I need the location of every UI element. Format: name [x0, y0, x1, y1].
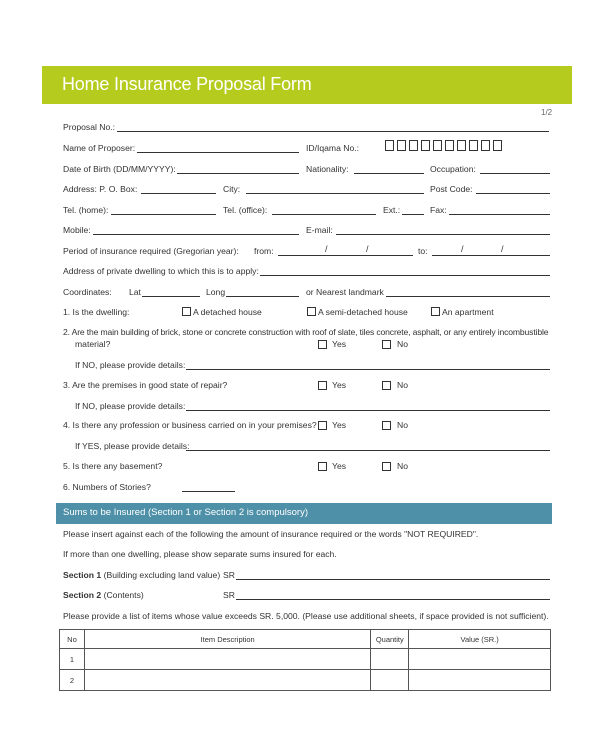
- period-label: Period of insurance required (Gregorian year):: [63, 246, 239, 256]
- pobox-field[interactable]: [141, 193, 216, 194]
- q5-no-label: No: [397, 461, 408, 471]
- sr-label: SR: [223, 570, 235, 580]
- section2-amount-field[interactable]: [236, 599, 550, 600]
- tel-office-field[interactable]: [272, 214, 376, 215]
- private-address-field[interactable]: [260, 275, 550, 276]
- name-label: Name of Proposer:: [63, 143, 136, 153]
- sr-label: SR: [223, 590, 235, 600]
- date-separator: /: [501, 244, 504, 254]
- coordinates-label: Coordinates:: [63, 287, 112, 297]
- date-separator: /: [461, 244, 464, 254]
- lat-label: Lat: [129, 287, 141, 297]
- email-label: E-mail:: [306, 225, 333, 235]
- mobile-field[interactable]: [93, 234, 299, 235]
- value-cell[interactable]: [409, 670, 551, 691]
- dob-field[interactable]: [177, 173, 299, 174]
- detached-house-label: A detached house: [193, 307, 262, 317]
- row-number: 1: [60, 649, 85, 670]
- ext-field[interactable]: [402, 214, 424, 215]
- row-number: 2: [60, 670, 85, 691]
- fax-field[interactable]: [449, 214, 550, 215]
- page-number: 1/2: [541, 108, 553, 117]
- mobile-label: Mobile:: [63, 225, 91, 235]
- page-title: Home Insurance Proposal Form: [62, 74, 312, 94]
- q5-no-checkbox[interactable]: [382, 462, 391, 471]
- city-field[interactable]: [246, 193, 424, 194]
- city-label: City:: [223, 184, 241, 194]
- tel-home-label: Tel. (home):: [63, 205, 109, 215]
- proposal-no-field[interactable]: [117, 131, 549, 132]
- apartment-label: An apartment: [442, 307, 494, 317]
- q2-yes-label: Yes: [332, 339, 347, 349]
- item-description-cell[interactable]: [84, 670, 370, 691]
- instruction-text: Please insert against each of the following the amount of insurance required or the words "NOT REQUIRED".: [63, 529, 479, 539]
- table-row: [60, 649, 551, 670]
- id-label: ID/Iqama No.:: [306, 143, 360, 153]
- q3-label: 3. Are the premises in good state of repair?: [63, 380, 228, 390]
- q5-label: 5. Is there any basement?: [63, 461, 163, 471]
- section-title: Sums to be Insured (Section 1 or Section 2 is compulsory): [63, 507, 309, 518]
- q4-no-checkbox[interactable]: [382, 421, 391, 430]
- landmark-label: or Nearest landmark: [306, 287, 384, 297]
- proposal-no-label: Proposal No.:: [63, 122, 116, 132]
- col-value-header: Value (SR.): [409, 630, 551, 649]
- quantity-cell[interactable]: [371, 670, 409, 691]
- value-cell[interactable]: [409, 649, 551, 670]
- nationality-field[interactable]: [354, 173, 424, 174]
- col-item-header: Item Description: [84, 630, 370, 649]
- lat-field[interactable]: [142, 296, 200, 297]
- to-date-field[interactable]: [432, 255, 550, 256]
- table-header-row: [60, 630, 551, 649]
- title-banner: [42, 66, 572, 104]
- nationality-label: Nationality:: [306, 164, 349, 174]
- section2-desc: (Contents): [103, 590, 144, 600]
- item-description-cell[interactable]: [84, 649, 370, 670]
- dob-label: Date of Birth (DD/MM/YYYY):: [63, 164, 176, 174]
- section1-desc: (Building excluding land value): [103, 570, 221, 580]
- q5-yes-label: Yes: [332, 461, 347, 471]
- q3-yes-label: Yes: [332, 380, 347, 390]
- long-label: Long: [206, 287, 226, 297]
- section-header: [56, 503, 552, 524]
- col-quantity-header: Quantity: [371, 630, 409, 649]
- section1-bold: Section 1: [63, 570, 102, 580]
- q3-detail-label: If NO, please provide details:: [75, 401, 186, 411]
- table-row: [60, 670, 551, 691]
- q4-yes-checkbox[interactable]: [318, 421, 327, 430]
- q2-detail-label: If NO, please provide details:: [75, 360, 186, 370]
- pobox-label: Address: P. O. Box:: [63, 184, 138, 194]
- date-separator: /: [366, 244, 369, 254]
- list-note: Please provide a list of items whose value exceeds SR. 5,000. (Please use additional sheets, if space provided is not sufficient).: [63, 611, 549, 621]
- post-code-field[interactable]: [476, 193, 550, 194]
- q2-no-label: No: [397, 339, 408, 349]
- tel-home-field[interactable]: [111, 214, 216, 215]
- q3-no-label: No: [397, 380, 408, 390]
- private-address-label: Address of private dwelling to which this is to apply:: [63, 266, 259, 276]
- col-no-header: No: [60, 630, 85, 649]
- section1-label: [63, 570, 220, 581]
- date-separator: /: [325, 244, 328, 254]
- ext-label: Ext.:: [383, 205, 401, 215]
- to-label: to:: [418, 246, 428, 256]
- q3-no-checkbox[interactable]: [382, 381, 391, 390]
- tel-office-label: Tel. (office):: [223, 205, 268, 215]
- quantity-cell[interactable]: [371, 649, 409, 670]
- q4-no-label: No: [397, 420, 408, 430]
- q6-label: 6. Numbers of Stories?: [63, 482, 151, 492]
- q3-yes-checkbox[interactable]: [318, 381, 327, 390]
- q4-detail-field[interactable]: [186, 450, 550, 451]
- q4-yes-label: Yes: [332, 420, 347, 430]
- q2-label: 2. Are the main building of brick, stone or concrete construction with roof of slate, tiles concrete, asphalt, or any entirely incombustible: [63, 327, 549, 337]
- q1-label: 1. Is the dwelling:: [63, 307, 130, 317]
- q5-yes-checkbox[interactable]: [318, 462, 327, 471]
- section2-bold: Section 2: [63, 590, 102, 600]
- landmark-field[interactable]: [386, 296, 550, 297]
- q2-label-cont: material?: [75, 339, 111, 349]
- apartment-checkbox[interactable]: [431, 307, 440, 316]
- occupation-field[interactable]: [480, 173, 550, 174]
- section2-label: [63, 590, 144, 601]
- q2-no-checkbox[interactable]: [382, 340, 391, 349]
- occupation-label: Occupation:: [430, 164, 476, 174]
- items-table: [59, 629, 551, 691]
- semi-detached-checkbox[interactable]: [307, 307, 316, 316]
- from-date-field[interactable]: [278, 255, 413, 256]
- from-label: from:: [254, 246, 274, 256]
- stories-field[interactable]: [182, 491, 235, 492]
- detached-house-checkbox[interactable]: [182, 307, 191, 316]
- q2-yes-checkbox[interactable]: [318, 340, 327, 349]
- q4-detail-label: If YES, please provide details:: [75, 441, 190, 451]
- long-field[interactable]: [226, 296, 299, 297]
- q4-label: 4. Is there any profession or business carried on in your premises?: [63, 420, 317, 430]
- semi-detached-label: A semi-detached house: [318, 307, 408, 317]
- name-field[interactable]: [137, 152, 299, 153]
- post-code-label: Post Code:: [430, 184, 473, 194]
- q2-detail-field[interactable]: [186, 369, 550, 370]
- instruction-text-2: If more than one dwelling, please show separate sums insured for each.: [63, 549, 337, 559]
- email-field[interactable]: [336, 234, 550, 235]
- fax-label: Fax:: [430, 205, 447, 215]
- q3-detail-field[interactable]: [186, 410, 550, 411]
- section1-amount-field[interactable]: [236, 579, 550, 580]
